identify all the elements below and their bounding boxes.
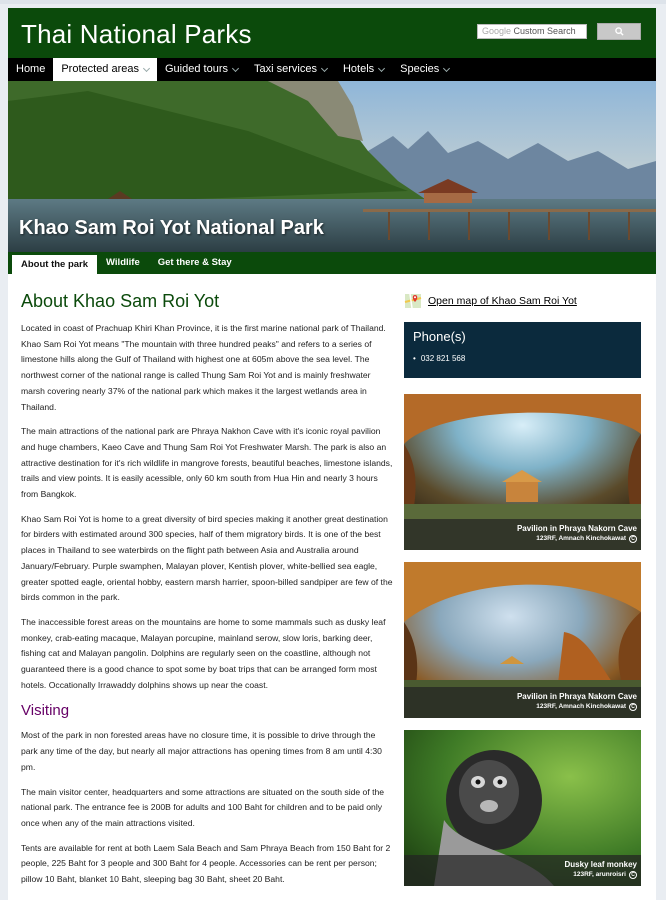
photo-caption bbox=[404, 855, 641, 886]
photo-credit bbox=[404, 871, 637, 879]
nav-protected-areas[interactable] bbox=[53, 58, 157, 81]
hero-banner bbox=[8, 81, 656, 252]
photo-title: Dusky leaf monkey bbox=[564, 860, 637, 869]
photo-caption bbox=[404, 519, 641, 550]
photo-credit-text: 123RF, arunroisri bbox=[573, 871, 626, 878]
copyright-icon: C bbox=[629, 871, 637, 879]
search-input[interactable] bbox=[477, 24, 587, 39]
visiting-paragraph: The main visitor center, headquarters and some attractions are situated on the south side of the national park. The entrance fee is 200B for adults and 100 Baht for children and to be paid only once when any of the main attractions visited. bbox=[21, 786, 385, 828]
phone-number[interactable]: • 032 821 568 bbox=[413, 354, 632, 363]
photo-credit bbox=[404, 535, 637, 543]
nav-hotels-label: Hotels bbox=[342, 63, 375, 75]
park-title: Khao Sam Roi Yot National Park bbox=[19, 217, 324, 239]
photo-cave-pavilion-2[interactable] bbox=[404, 562, 641, 718]
sidebar bbox=[404, 291, 641, 886]
chevron-down-icon bbox=[143, 64, 150, 71]
nav-guided-tours[interactable] bbox=[157, 58, 246, 81]
open-map-link[interactable] bbox=[404, 291, 641, 311]
site-title[interactable]: Thai National Parks bbox=[21, 19, 252, 49]
site-header bbox=[8, 8, 656, 58]
browser-top-edge bbox=[0, 0, 666, 4]
open-map-label: Open map of Khao Sam Roi Yot bbox=[428, 295, 577, 307]
photo-caption bbox=[404, 687, 641, 718]
main-content bbox=[21, 291, 394, 897]
copyright-icon: C bbox=[629, 535, 637, 543]
visiting-paragraph: Tents are available for rent at both Laem Sala Beach and Sam Phraya Beach from 150 Baht for 2 people, 225 Baht for 3 people and 300 Baht for 4 people. Accessories can be rent per person; pillow 10 Baht, blanket 10 Baht, sleeping bag 30 Baht, sheet 20 Baht. bbox=[21, 842, 391, 885]
chevron-down-icon bbox=[443, 64, 450, 71]
tab-about-the-park[interactable]: About the park bbox=[12, 255, 97, 274]
photo-title: Pavilion in Phraya Nakorn Cave bbox=[516, 692, 637, 701]
copyright-icon: C bbox=[629, 703, 637, 711]
map-icon bbox=[404, 292, 422, 310]
tab-get-there-stay[interactable]: Get there & Stay bbox=[157, 257, 232, 268]
nav-guided-tours-label: Guided tours bbox=[165, 63, 228, 75]
nav-species[interactable] bbox=[392, 58, 457, 81]
search-button[interactable] bbox=[597, 23, 641, 40]
chevron-down-icon bbox=[321, 64, 328, 71]
chevron-down-icon bbox=[378, 64, 385, 71]
phone-heading: Phone(s) bbox=[413, 329, 466, 344]
nav-protected-areas-label: Protected areas bbox=[61, 63, 139, 75]
phone-box bbox=[404, 322, 641, 378]
nav-taxi-services[interactable] bbox=[246, 58, 335, 81]
search-placeholder: Custom Search bbox=[513, 26, 576, 36]
photo-credit bbox=[404, 703, 637, 711]
about-heading: About Khao Sam Roi Yot bbox=[21, 291, 220, 311]
visiting-heading: Visiting bbox=[21, 702, 70, 720]
tab-wildlife[interactable]: Wildlife bbox=[106, 257, 140, 268]
about-paragraph: The main attractions of the national park are Phraya Nakhon Cave with it's iconic royal pavilion and huge chambers, Kaeo Cave and Thung Sam Roi Yot Freshwater Marsh. The park is also an attractive destination for it's rich wildlife in mangrove forests, beautiful beaches, limestone islands, trails and view points. It is easily acessible, only 60 km south from Hua Hin and nearly 3 hours from Bangkok. bbox=[21, 426, 393, 500]
photo-cave-pavilion-1[interactable] bbox=[404, 394, 641, 550]
nav-species-label: Species bbox=[400, 63, 440, 75]
park-tabs bbox=[8, 252, 656, 274]
search-brand: Google bbox=[482, 26, 512, 36]
main-nav bbox=[8, 58, 656, 81]
photo-credit-text: 123RF, Amnach Kinchokawat bbox=[536, 535, 626, 542]
nav-home-label: Home bbox=[16, 63, 46, 75]
nav-hotels[interactable] bbox=[335, 58, 392, 81]
about-paragraph: Located in coast of Prachuap Khiri Khan Province, it is the first marine national park of Thailand. Khao Sam Roi Yot means "The mountain with three hundred peaks" and refers to a series of limestone hills along the Gulf of Thailand with highest one at 605m above the sea level. The northwest corner of the national range is called Thung Sam Roi Yot and is mainly freshwater marsh covering nearly 37% of the national park which makes it the largest wetlands area in Thailand. bbox=[21, 323, 386, 412]
search-icon bbox=[615, 27, 624, 36]
about-paragraph: The inaccessible forest areas on the mountains are home to some mammals such as dusky leaf monkey, crab-eating macaque, Malayan porcupine, mainland serow, slow loris, barking deer, fishing cat and Malayan pangolin. Dolphins are regularly seen on the coastline, although not guaranteed there is a good chance to spot some by boat trips that can be arranged form most hotels. Occationally Irrawaddy dolphins shows up near the coast. bbox=[21, 616, 386, 690]
photo-dusky-leaf-monkey[interactable] bbox=[404, 730, 641, 886]
nav-home[interactable] bbox=[8, 58, 53, 81]
photo-title: Pavilion in Phraya Nakorn Cave bbox=[516, 524, 637, 533]
chevron-down-icon bbox=[232, 64, 239, 71]
photo-credit-text: 123RF, Amnach Kinchokawat bbox=[536, 703, 626, 710]
nav-taxi-services-label: Taxi services bbox=[253, 63, 317, 75]
visiting-paragraph: Most of the park in non forested areas have no closure time, it is possible to drive through the park any time of the day, but nearly all major attractions has opening times from 8 am until 4:30 pm. bbox=[21, 730, 382, 772]
about-paragraph: Khao Sam Roi Yot is home to a great diversity of bird species making it another great destination for birders with estimated around 300 species, half of them migratory birds. It is one of the best places in Thailand to see waterbirds on the flight path between Asia and Australia around January/February. Purple swamphen, Malayan plover, Kentish plover, white-bellied sea eagle, greater spotted eagle, oriental hobby, eastern marsh harrier, spoon-billed sandpiper are few of the birds common in the park. bbox=[21, 513, 393, 603]
page bbox=[8, 8, 656, 900]
